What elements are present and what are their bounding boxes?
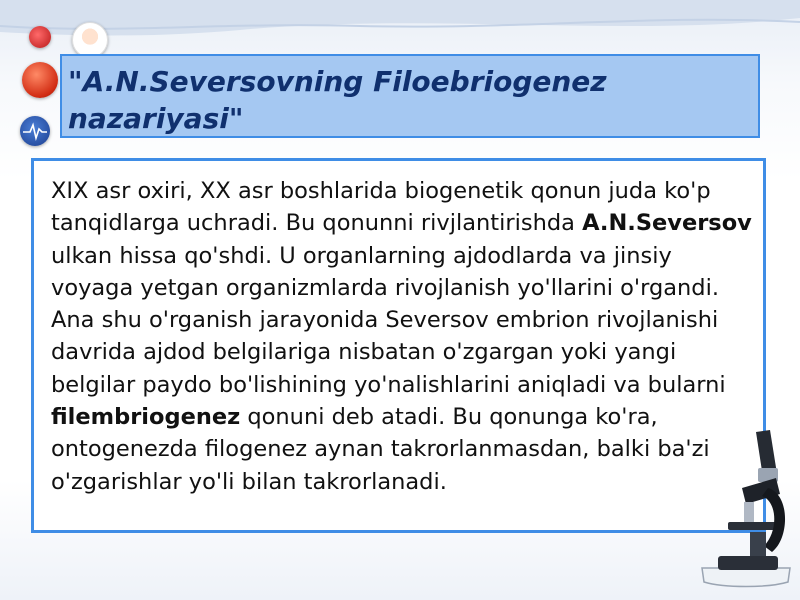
- bold-term-filembriogenez: filembriogenez: [51, 404, 241, 431]
- text-segment: XIX asr oxiri, XX asr boshlarida biogenetik qonun juda ko'p tanqidlarga uchradi. Bu qonunni rivjlantirishda: [51, 178, 711, 237]
- virus-icon: [29, 26, 51, 48]
- doctor-icon: [72, 22, 108, 58]
- text-segment: qonuni deb atadi. Bu qonunga ko'ra, ontogenezda filogenez aynan takrorlanmasdan, balki ba'zi o'zgarishlar yo'li bilan takrorlanadi.: [51, 404, 710, 495]
- ecg-icon: [20, 116, 50, 146]
- content-box: [31, 158, 766, 533]
- bold-term-seversov: A.N.Seversov: [582, 210, 752, 237]
- slide-title: "A.N.Seversovning Filoebriogenez nazariyasi": [68, 65, 607, 135]
- text-segment: ulkan hissa qo'shdi. U organlarning ajdodlarda va jinsiy voyaga yetgan organizmlarda rivojlanish yo'llarini o'rgandi. Ana shu o'rganish jarayonida Seversov embrion rivojlanishi davrida ajdod belgilariga nisbatan o'zgargan yoki yangi belgilar paydo bo'lishining yo'nalishlarini aniqladi va bularni: [51, 242, 726, 398]
- microscope-icon: [698, 428, 794, 594]
- title-box: [60, 54, 760, 138]
- body-paragraph: [51, 175, 753, 498]
- cell-icon: [22, 62, 58, 98]
